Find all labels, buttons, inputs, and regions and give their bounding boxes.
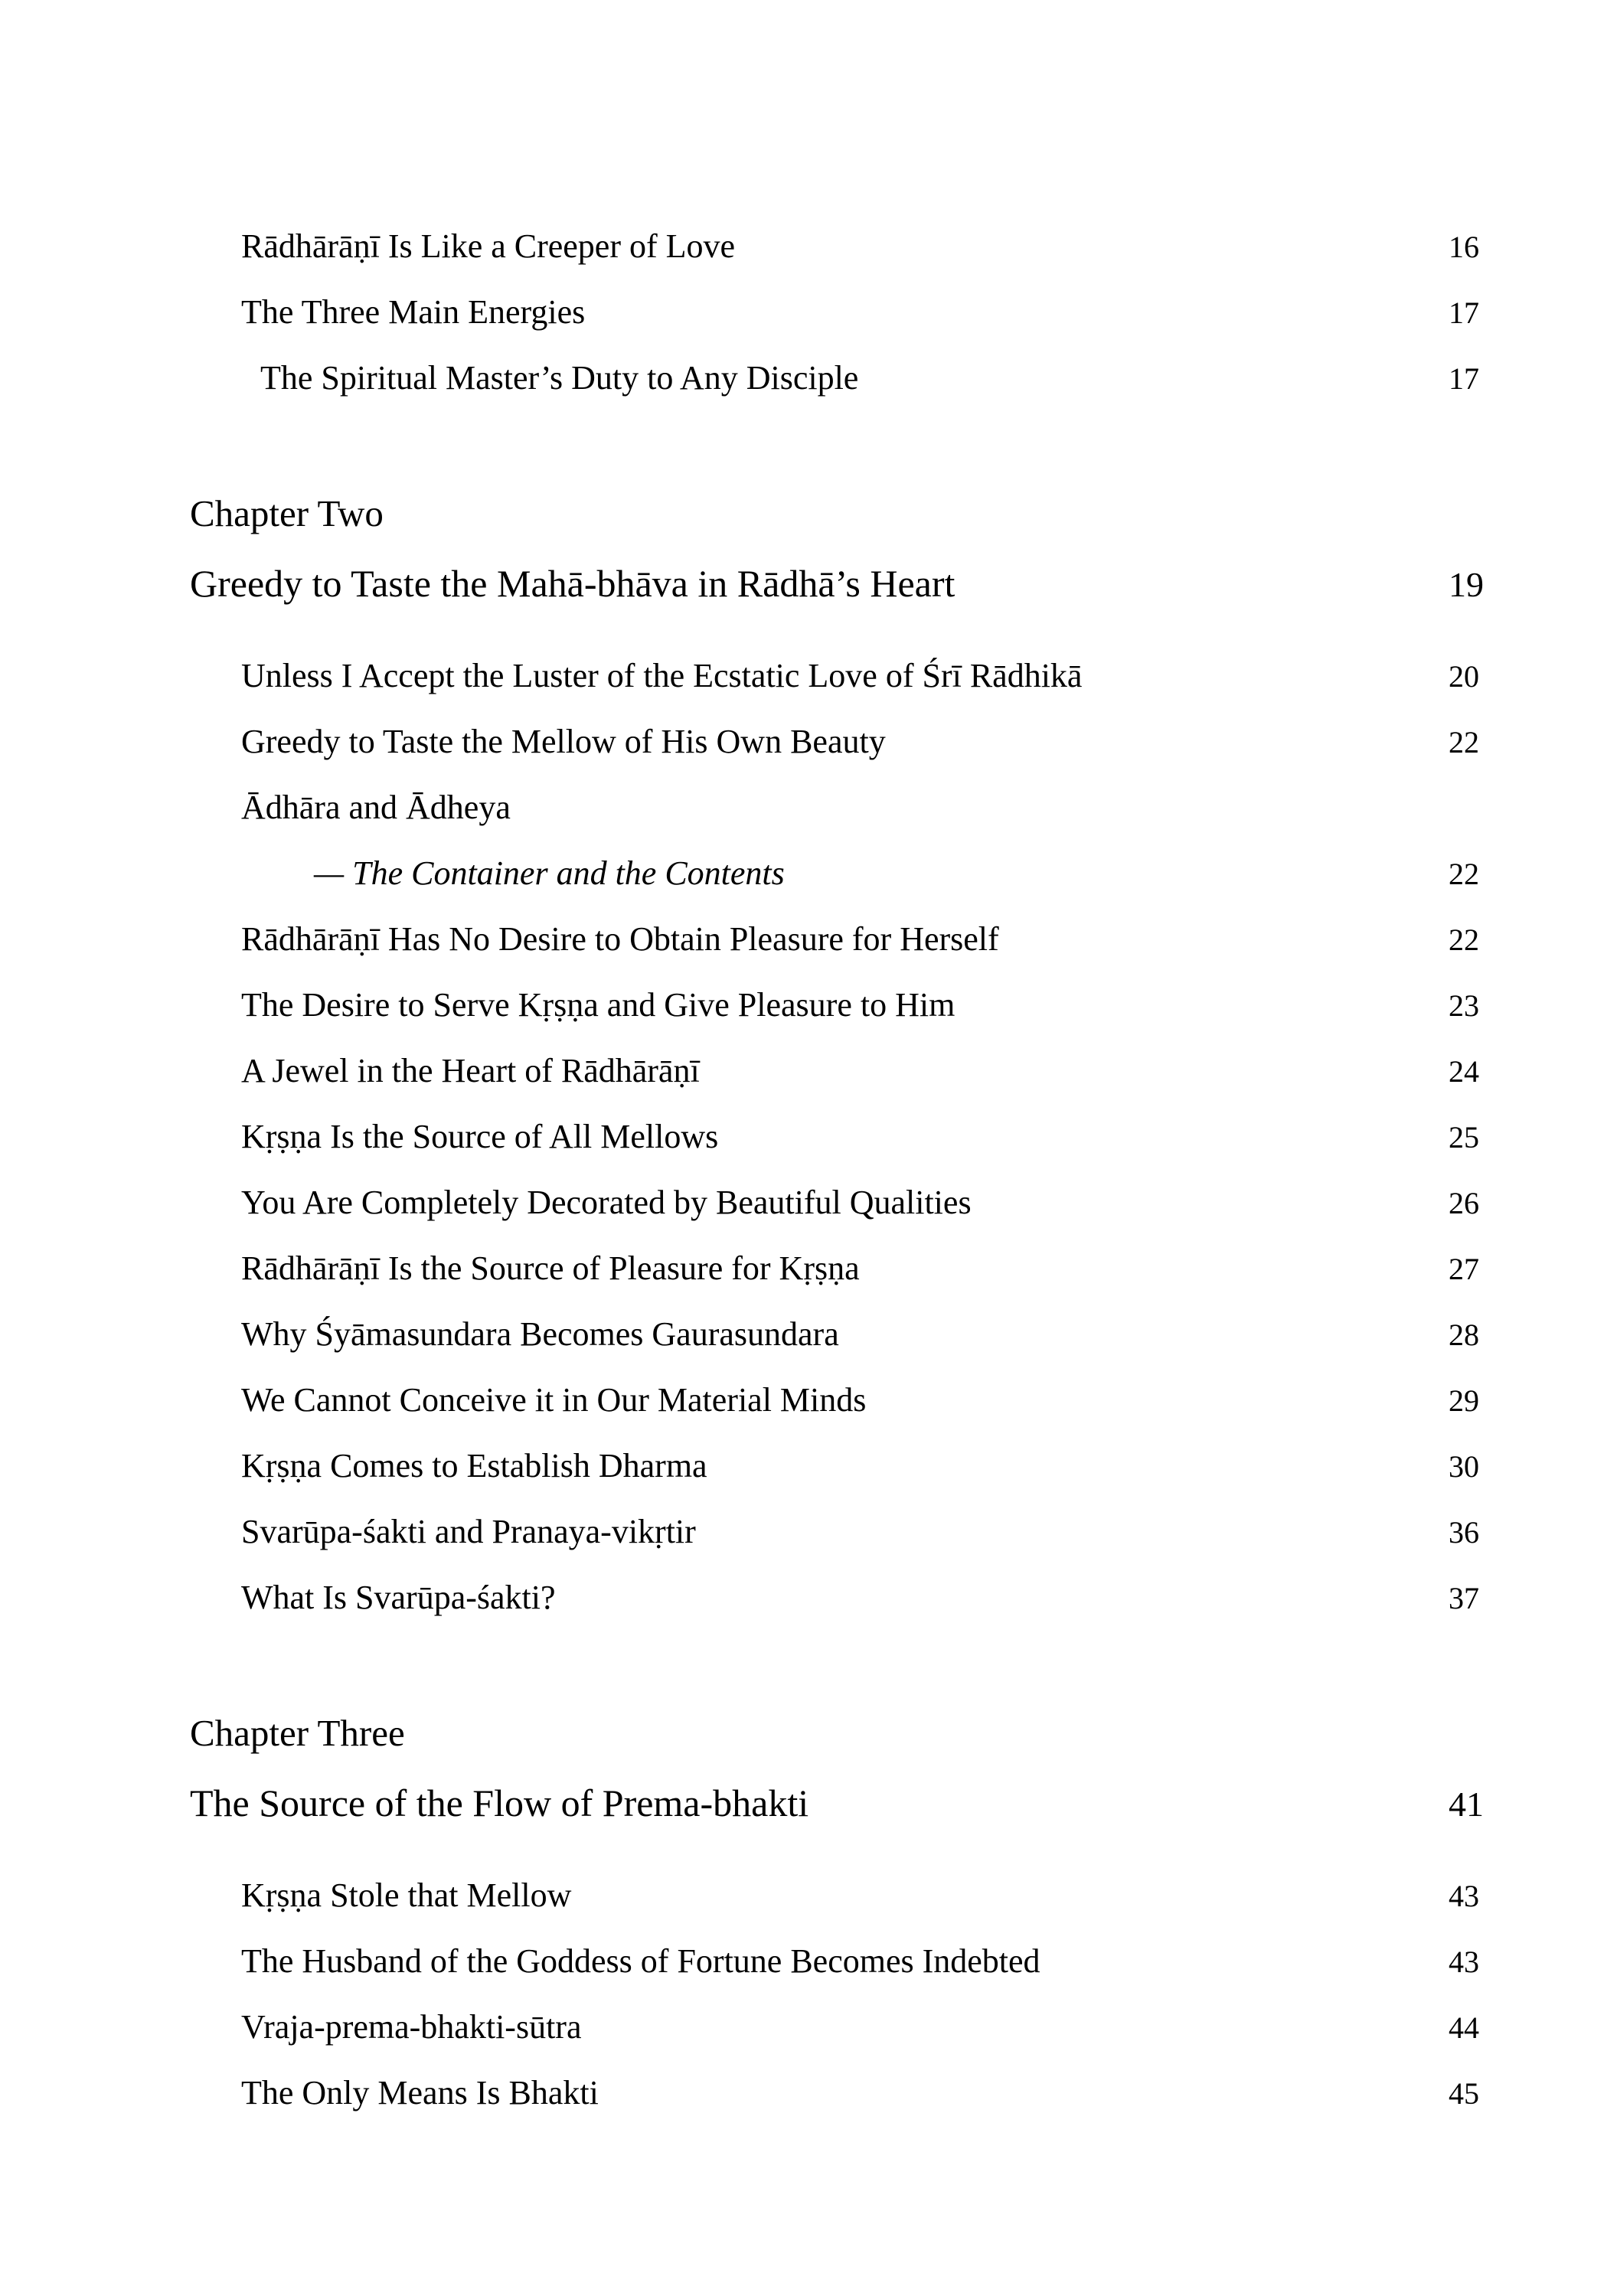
toc-entry-page: 23 — [1449, 988, 1479, 1023]
spacer — [0, 1615, 1617, 1714]
toc-entry[interactable] — [0, 227, 1617, 265]
spacer — [0, 1022, 1617, 1054]
spacer — [0, 1912, 1617, 1945]
toc-entry[interactable] — [0, 1383, 1617, 1417]
toc-entry-page: 28 — [1449, 1318, 1479, 1352]
toc-entry-title: Rādhārāṇī Is the Source of Pleasure for Kṛṣṇa — [241, 1249, 860, 1287]
toc-entry-page: 29 — [1449, 1383, 1479, 1418]
spacer — [0, 956, 1617, 988]
toc-entry[interactable] — [0, 293, 1617, 331]
toc-entry[interactable] — [0, 1054, 1617, 1088]
toc-entry-page: 26 — [1449, 1186, 1479, 1220]
toc-entry[interactable] — [0, 1942, 1617, 1980]
chapter-label-text: Chapter Two — [190, 492, 384, 534]
spacer — [0, 603, 1617, 659]
toc-entry[interactable] — [0, 1876, 1617, 1914]
spacer — [0, 890, 1617, 923]
spacer — [0, 1351, 1617, 1383]
toc-entry-page: 27 — [1449, 1252, 1479, 1286]
spacer — [0, 329, 1617, 361]
spacer — [0, 1549, 1617, 1581]
toc-entry-page: 37 — [1449, 1581, 1479, 1615]
chapter-title-text: Greedy to Taste the Mahā-bhāva in Rādhā’s Heart — [190, 562, 956, 605]
toc-entry[interactable] — [0, 791, 1617, 825]
toc-entry[interactable] — [0, 988, 1617, 1022]
toc-entry-page: 16 — [1449, 230, 1479, 264]
toc-entry[interactable] — [0, 361, 1617, 395]
toc-entry-page: 20 — [1449, 659, 1479, 694]
toc-entry[interactable] — [0, 920, 1617, 958]
toc-entry-title: Kṛṣṇa Is the Source of All Mellows — [241, 1118, 719, 1155]
spacer — [0, 395, 1617, 495]
toc-entry-title: A Jewel in the Heart of Rādhārāṇī — [241, 1052, 700, 1089]
toc-entry[interactable] — [0, 1449, 1617, 1483]
toc-entry-page: 22 — [1449, 923, 1479, 957]
spacer — [0, 532, 1617, 564]
toc-entry-title: We Cannot Conceive it in Our Material Minds — [241, 1381, 867, 1419]
toc-entry-page: 22 — [1449, 857, 1479, 891]
spacer — [0, 1483, 1617, 1515]
toc-entry[interactable] — [0, 659, 1617, 693]
chapter-label — [0, 1714, 1617, 1752]
spacer — [0, 759, 1617, 791]
spacer — [0, 825, 1617, 857]
toc-entry[interactable] — [0, 2010, 1617, 2044]
spacer — [0, 2044, 1617, 2076]
toc-entry-title: The Spiritual Master’s Duty to Any Disciple — [260, 359, 859, 397]
chapter-title-page: 19 — [1449, 565, 1484, 604]
toc-entry-title: You Are Completely Decorated by Beautiful Qualities — [241, 1184, 972, 1221]
toc-entry-title: Why Śyāmasundara Becomes Gaurasundara — [241, 1315, 839, 1353]
toc-entry-title: The Three Main Energies — [241, 293, 586, 331]
toc-entry[interactable] — [0, 1315, 1617, 1353]
spacer — [0, 693, 1617, 725]
toc-entry-title: Greedy to Taste the Mellow of His Own Beauty — [241, 723, 886, 760]
toc-entry-title: The Only Means Is Bhakti — [241, 2074, 599, 2111]
spacer — [0, 1752, 1617, 1784]
toc-entry-title: Vraja-prema-bhakti-sūtra — [241, 2008, 582, 2046]
toc-entry[interactable] — [0, 1186, 1617, 1220]
chapter-label — [0, 492, 1617, 534]
toc-entry-page: 30 — [1449, 1449, 1479, 1484]
spacer — [0, 1417, 1617, 1449]
toc-entry-title: — The Container and the Contents — [314, 854, 785, 892]
toc-entry[interactable] — [0, 1249, 1617, 1287]
chapter-title[interactable] — [0, 564, 1617, 603]
spacer — [0, 1822, 1617, 1879]
toc-entry-page: 43 — [1449, 1879, 1479, 1913]
toc-entry-title: The Desire to Serve Kṛṣṇa and Give Pleasure to Him — [241, 986, 956, 1024]
spacer — [0, 263, 1617, 296]
toc-entry-title: What Is Svarūpa-śakti? — [241, 1579, 556, 1616]
toc-list — [0, 227, 1617, 2111]
toc-entry-page: 36 — [1449, 1515, 1479, 1550]
toc-entry-title: The Husband of the Goddess of Fortune Becomes Indebted — [241, 1942, 1040, 1980]
toc-entry-page: 45 — [1449, 2076, 1479, 2111]
chapter-title-text: The Source of the Flow of Prema-bhakti — [190, 1782, 809, 1824]
spacer — [0, 1088, 1617, 1120]
toc-entry-title: Unless I Accept the Luster of the Ecstatic Love of Śrī Rādhikā — [241, 657, 1083, 694]
toc-entry-subnote[interactable] — [0, 854, 1617, 892]
toc-entry[interactable] — [0, 2076, 1617, 2110]
spacer — [0, 1154, 1617, 1186]
spacer — [0, 1978, 1617, 2010]
toc-entry-title: Svarūpa-śakti and Pranaya-vikṛtir — [241, 1513, 696, 1550]
toc-entry-page: 43 — [1449, 1945, 1479, 1979]
chapter-title-page: 41 — [1449, 1785, 1484, 1824]
toc-entry[interactable] — [0, 1120, 1617, 1154]
chapter-label-text: Chapter Three — [190, 1712, 405, 1754]
toc-entry-title: Kṛṣṇa Stole that Mellow — [241, 1876, 572, 1914]
toc-entry-title: Rādhārāṇī Is Like a Creeper of Love — [241, 227, 736, 265]
spacer — [0, 1285, 1617, 1318]
toc-entry-title: Ādhāra and Ādheya — [241, 789, 511, 826]
toc-entry-page: 22 — [1449, 725, 1479, 759]
spacer — [0, 1220, 1617, 1252]
toc-entry[interactable] — [0, 1581, 1617, 1615]
toc-entry-title: Kṛṣṇa Comes to Establish Dharma — [241, 1447, 707, 1484]
toc-entry[interactable] — [0, 1515, 1617, 1549]
toc-entry-page: 25 — [1449, 1120, 1479, 1155]
toc-entry[interactable] — [0, 725, 1617, 759]
toc-entry-title: Rādhārāṇī Has No Desire to Obtain Pleasure for Herself — [241, 920, 999, 958]
toc-entry-page: 24 — [1449, 1054, 1479, 1089]
toc-entry-page: 17 — [1449, 296, 1479, 330]
toc-entry-page: 17 — [1449, 361, 1479, 396]
chapter-title[interactable] — [0, 1784, 1617, 1822]
toc-entry-page: 44 — [1449, 2010, 1479, 2045]
